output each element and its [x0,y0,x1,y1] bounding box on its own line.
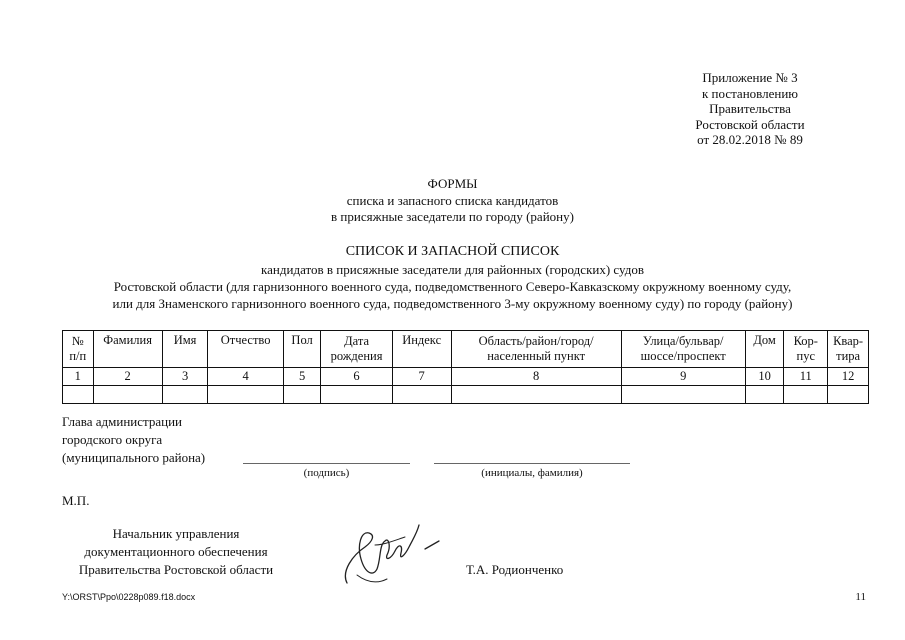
appendix-line: Ростовской области [695,116,805,132]
file-path: Y:\ORST\Ppo\0228p089.f18.docx [62,592,196,602]
number-cell: 6 [321,368,392,386]
number-cell: 11 [784,368,828,386]
header-cell: Кор- пус [784,331,828,368]
number-cell: 5 [283,368,321,386]
page-number: 11 [855,591,866,603]
handwritten-signature [335,515,445,595]
empty-cell [208,386,283,404]
number-cell: 12 [828,368,869,386]
appendix-block [640,70,860,148]
appendix-line: Правительства [709,101,791,116]
header-cell: Индекс [392,331,451,368]
number-cell: 4 [208,368,283,386]
candidate-table [62,330,869,404]
table-number-row [63,368,869,386]
list-line-2: Ростовской области (для гарнизонного военного суда, подведомственного Северо-Кавказскому окружному военному суду, [113,279,792,294]
empty-cell [451,386,621,404]
empty-cell [621,386,745,404]
number-cell: 2 [93,368,162,386]
list-line-3: или для Знаменского гарнизонного военного суда, подведомственного 3-му окружному военному суду) по городу (району) [112,296,793,311]
empty-cell [162,386,208,404]
appendix-line: к постановлению [701,85,799,101]
name-line [434,463,630,464]
empty-cell [828,386,869,404]
number-cell: 1 [63,368,94,386]
empty-cell [745,386,784,404]
list-title: СПИСОК И ЗАПАСНОЙ СПИСОК [345,244,560,259]
number-cell: 3 [162,368,208,386]
name-caption: (инициалы, фамилия) [481,467,583,479]
empty-cell [93,386,162,404]
header-cell: Фамилия [93,331,162,368]
table-header-row [63,331,869,368]
header-cell: Имя [162,331,208,368]
header-cell: Область/район/город/ населенный пункт [451,331,621,368]
head-admin-line-1: Глава администрации [62,414,183,429]
header-cell: Улица/бульвар/ шоссе/проспект [621,331,745,368]
chief-line-3: Правительства Ростовской области [78,562,274,577]
header-cell: Отчество [208,331,283,368]
header-cell: Дата рождения [321,331,392,368]
empty-cell [283,386,321,404]
stamp-place: М.П. [62,493,90,508]
empty-cell [784,386,828,404]
empty-cell [63,386,94,404]
appendix-line: от 28.02.2018 № 89 [697,132,803,147]
appendix-line: Приложение № 3 [702,70,798,85]
forms-title: ФОРМЫ [427,176,478,191]
chief-name: Т.А. Родионченко [466,562,564,577]
header-cell: № п/п [63,331,94,368]
header-cell: Дом [745,331,784,368]
chief-line-2: документационного обеспечения [84,544,268,559]
empty-cell [392,386,451,404]
head-admin-line-3: (муниципального района) [62,450,206,465]
header-cell: Пол [283,331,321,368]
number-cell: 10 [745,368,784,386]
list-line-1: кандидатов в присяжные заседатели для районных (городских) судов [261,262,644,277]
table-empty-row [63,386,869,404]
empty-cell [321,386,392,404]
chief-line-1: Начальник управления [112,526,240,541]
number-cell: 8 [451,368,621,386]
forms-subtitle-2: в присяжные заседатели по городу (району) [331,209,574,224]
number-cell: 9 [621,368,745,386]
signature-line [243,463,410,464]
signature-caption: (подпись) [303,467,350,479]
forms-subtitle-1: списка и запасного списка кандидатов [346,193,559,208]
header-cell: Квар- тира [828,331,869,368]
number-cell: 7 [392,368,451,386]
head-admin-line-2: городского округа [62,432,163,447]
